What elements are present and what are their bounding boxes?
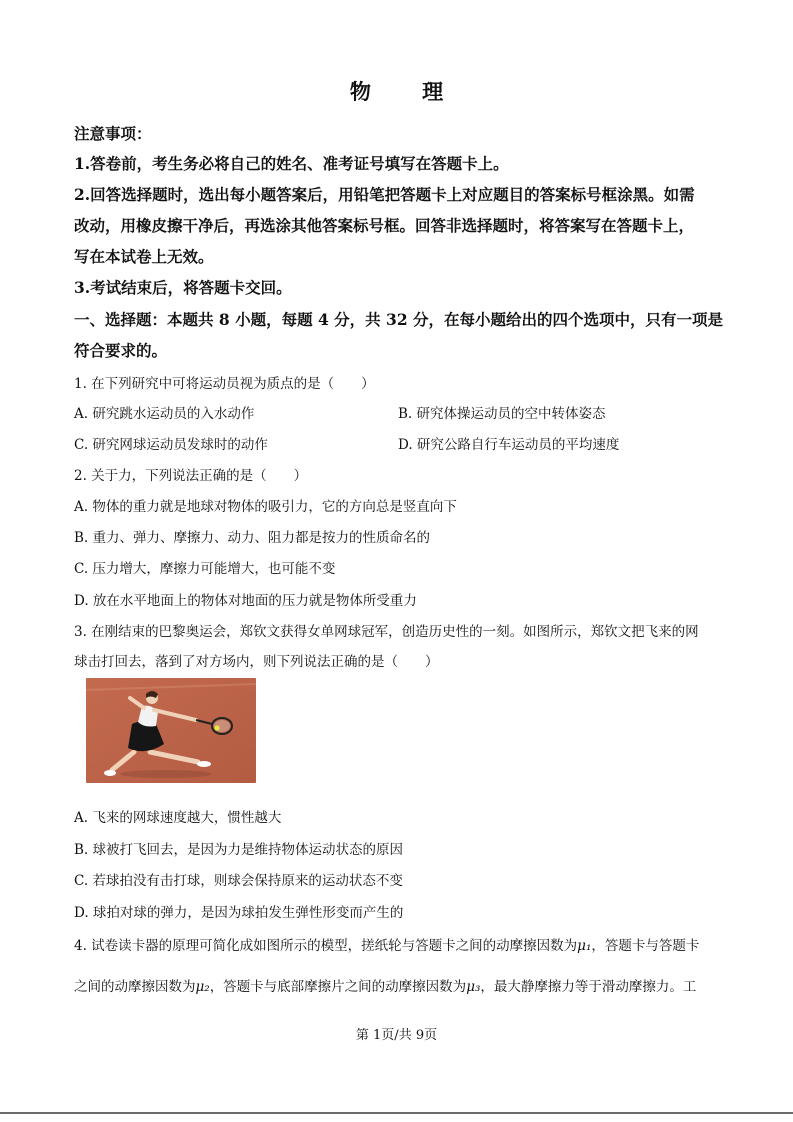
q4-line-2-text-c: ，最大静摩擦力等于滑动摩擦力。工 [480, 979, 697, 995]
q2-stem: 2. 关于力，下列说法正确的是（ ） [74, 468, 308, 484]
tennis-player-photo [86, 678, 256, 783]
q3-option-b: B. 球被打飞回去，是因为力是维持物体运动状态的原因 [74, 842, 404, 858]
mu-1-symbol: μ₁ [577, 938, 592, 954]
notice-item-2-line-2: 改动，用橡皮擦干净后，再选涂其他答案标号框。回答非选择题时，将答案写在答题卡上， [74, 216, 695, 235]
q2-option-c: C. 压力增大，摩擦力可能增大，也可能不变 [74, 561, 336, 577]
q1-option-a: A. 研究跳水运动员的入水动作 [74, 406, 255, 422]
q1-option-b: B. 研究体操运动员的空中转体姿态 [398, 406, 606, 422]
section-heading-line-2: 符合要求的。 [74, 341, 168, 360]
q4-stem-line-2 [74, 975, 696, 995]
page-title: 物 理 [349, 79, 466, 104]
notice-item-1: 1.答卷前，考生务必将自己的姓名、准考证号填写在答题卡上。 [74, 154, 509, 173]
q4-stem-line-1 [74, 934, 699, 954]
q3-stem-line-1: 3. 在刚结束的巴黎奥运会，郑钦文获得女单网球冠军，创造历史性的一刻。如图所示，郑钦文把飞来的网 [74, 624, 699, 640]
page-footer: 第 1页/共 9页 [355, 1028, 438, 1043]
q3-option-c: C. 若球拍没有击打球，则球会保持原来的运动状态不变 [74, 873, 403, 889]
q4-line-1-text-b: ，答题卡与答题卡 [591, 938, 700, 954]
bottom-divider [0, 1112, 793, 1114]
notice-item-2-line-1: 2.回答选择题时，选出每小题答案后，用铅笔把答题卡上对应题目的答案标号框涂黑。如需 [74, 185, 695, 204]
q4-line-2-text-a: 之间的动摩擦因数为 [74, 979, 196, 995]
q4-line-2-text-b: ，答题卡与底部摩擦片之间的动摩擦因数为 [209, 979, 467, 995]
section-heading-line-1: 一、选择题：本题共 8 小题，每题 4 分，共 32 分，在每小题给出的四个选项中，只有一项是 [74, 310, 724, 329]
q2-option-a: A. 物体的重力就是地球对物体的吸引力，它的方向总是竖直向下 [74, 499, 457, 515]
q4-line-1-text-a: 4. 试卷读卡器的原理可简化成如图所示的模型，搓纸轮与答题卡之间的动摩擦因数为 [74, 938, 578, 954]
mu-2-symbol: μ₂ [195, 979, 210, 995]
notice-heading: 注意事项： [74, 124, 152, 143]
q3-option-d: D. 球拍对球的弹力，是因为球拍发生弹性形变而产生的 [74, 905, 404, 921]
q3-option-a: A. 飞来的网球速度越大，惯性越大 [74, 810, 282, 826]
q1-option-d: D. 研究公路自行车运动员的平均速度 [398, 437, 620, 453]
notice-item-2-line-3: 写在本试卷上无效。 [74, 247, 214, 266]
q3-stem-line-2: 球击打回去，落到了对方场内，则下列说法正确的是（ ） [74, 654, 439, 670]
q2-option-b: B. 重力、弹力、摩擦力、动力、阻力都是按力的性质命名的 [74, 530, 431, 546]
q2-option-d: D. 放在水平地面上的物体对地面的压力就是物体所受重力 [74, 593, 417, 609]
notice-item-3: 3.考试结束后，将答题卡交回。 [74, 278, 292, 297]
q1-stem: 1. 在下列研究中可将运动员视为质点的是（ ） [74, 376, 375, 392]
mu-3-symbol: μ₃ [466, 979, 481, 995]
q1-option-c: C. 研究网球运动员发球时的动作 [74, 437, 268, 453]
